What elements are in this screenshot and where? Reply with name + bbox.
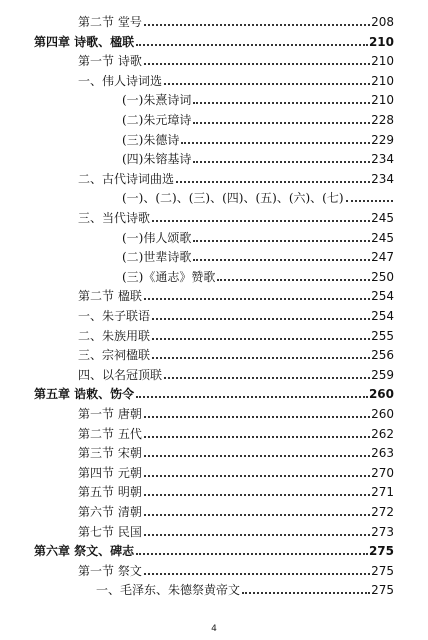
toc-entry xyxy=(122,243,394,264)
toc-entry-page: 229 xyxy=(371,132,394,147)
toc-entry xyxy=(34,28,394,49)
dot-leader xyxy=(193,240,370,242)
toc-entry xyxy=(78,557,394,578)
dot-leader xyxy=(346,200,393,202)
dot-leader xyxy=(152,338,370,340)
toc-entry xyxy=(78,322,394,343)
toc-entry-title: (二)世辈诗歌 xyxy=(122,250,192,265)
toc-entry-page: 262 xyxy=(371,426,394,441)
toc-entry xyxy=(78,165,394,186)
dot-leader xyxy=(144,298,370,300)
dot-leader xyxy=(193,161,370,163)
toc-entry-title: 三、宗祠楹联 xyxy=(78,348,151,363)
toc-entry-page: 210 xyxy=(371,73,394,88)
dot-leader xyxy=(242,592,370,594)
toc-entry-page: 259 xyxy=(371,367,394,382)
toc-entry xyxy=(78,67,394,88)
toc-entry-title: 第二节 五代 xyxy=(78,426,142,441)
toc-entry-page: 256 xyxy=(371,348,394,363)
toc-entry-title: 第二节 堂号 xyxy=(78,15,142,29)
dot-leader xyxy=(144,475,370,477)
toc-entry-title: 第一节 诗歌 xyxy=(78,54,142,69)
dot-leader xyxy=(193,122,370,124)
toc-entry xyxy=(78,478,394,499)
toc-entry-page: 254 xyxy=(371,309,394,323)
toc-entry xyxy=(122,126,394,147)
toc-entry-title: (一)、(二)、(三)、(四)、(五)、(六)、(七) xyxy=(122,191,344,206)
toc-entry xyxy=(78,204,394,225)
toc-entry-title: 第六节 清朝 xyxy=(78,505,142,519)
toc-entry-page: 245 xyxy=(371,211,394,225)
dot-leader xyxy=(144,24,370,26)
toc-entry-title: 一、毛泽东、朱德祭黄帝文 xyxy=(96,583,241,598)
dot-leader xyxy=(164,83,370,85)
toc-entry-title: 二、朱族用联 xyxy=(78,328,151,343)
toc-entry xyxy=(122,263,394,284)
dot-leader xyxy=(152,357,370,359)
toc-entry xyxy=(78,518,394,539)
dot-leader xyxy=(144,494,370,496)
toc-entry-page: 210 xyxy=(371,54,394,69)
toc-entry xyxy=(78,420,394,441)
toc-entry-page: 263 xyxy=(371,446,394,461)
toc-entry-title: 第五节 明朝 xyxy=(78,485,142,500)
toc-entry-page: 250 xyxy=(371,269,394,284)
toc-entry xyxy=(122,184,394,205)
dot-leader xyxy=(136,396,368,398)
toc-entry xyxy=(122,145,394,166)
dot-leader xyxy=(144,416,370,418)
toc-entry-title: 第二节 楹联 xyxy=(78,289,142,304)
toc-entry xyxy=(78,302,394,323)
dot-leader xyxy=(193,259,370,261)
dot-leader xyxy=(136,553,368,555)
toc-entry-page: 210 xyxy=(368,34,394,49)
toc-entry-page: 234 xyxy=(371,152,394,167)
toc-entry-page: 247 xyxy=(371,250,394,265)
toc-entry-page: 270 xyxy=(371,465,394,480)
dot-leader xyxy=(164,377,370,379)
toc-entry-title: 二、古代诗词曲选 xyxy=(78,171,175,186)
dot-leader xyxy=(152,318,370,320)
toc-entry-title: (一)伟人颂歌 xyxy=(122,230,192,245)
toc-entry-title: (三)朱德诗 xyxy=(122,132,180,147)
toc-entry xyxy=(78,8,394,29)
toc-entry-title: (四)朱镕基诗 xyxy=(122,152,192,167)
toc-entry-page: 273 xyxy=(371,524,394,539)
toc-entry-title: 第一节 唐朝 xyxy=(78,407,142,421)
toc-entry xyxy=(78,47,394,68)
toc-entry-page: 255 xyxy=(371,328,394,343)
toc-entry-title: 第七节 民国 xyxy=(78,524,142,539)
dot-leader xyxy=(144,534,370,536)
toc-entry-page: 245 xyxy=(371,230,394,245)
dot-leader xyxy=(144,514,370,516)
toc-entry xyxy=(78,400,394,421)
toc-entry-title: 第一节 祭文 xyxy=(78,563,142,578)
toc-entry-title: 第三节 宋朝 xyxy=(78,446,142,461)
toc-entry xyxy=(78,498,394,519)
toc-entry xyxy=(78,439,394,460)
toc-entry-title: 第四节 元朝 xyxy=(78,465,142,480)
toc-entry xyxy=(122,224,394,245)
toc-entry xyxy=(78,459,394,480)
dot-leader xyxy=(144,63,370,65)
toc-entry-title: 一、朱子联语 xyxy=(78,309,151,323)
toc-entry xyxy=(34,537,394,558)
toc-entry-page: 275 xyxy=(371,563,394,578)
toc-entry-page: 275 xyxy=(371,583,394,598)
toc-entry-page: 210 xyxy=(371,93,394,108)
toc-entry xyxy=(34,380,394,401)
toc-entry-title: (一)朱熹诗词 xyxy=(122,93,192,108)
page-number: 4 xyxy=(211,624,217,634)
dot-leader xyxy=(136,44,368,46)
toc-entry-page: 228 xyxy=(371,113,394,127)
toc-entry xyxy=(78,361,394,382)
toc-entry-title: 第五章 诰敕、饬令 xyxy=(34,387,135,402)
dot-leader xyxy=(176,181,370,183)
dot-leader xyxy=(144,436,370,438)
dot-leader xyxy=(144,455,370,457)
toc-entry-title: 第四章 诗歌、楹联 xyxy=(34,34,135,49)
toc-entry-page: 234 xyxy=(371,171,394,186)
toc-entry xyxy=(78,341,394,362)
toc-entry xyxy=(96,576,394,597)
toc-entry-page: 208 xyxy=(371,15,394,29)
toc-entry-title: 三、当代诗歌 xyxy=(78,211,151,225)
toc-entry-title: 一、伟人诗词选 xyxy=(78,73,163,88)
toc-entry xyxy=(78,282,394,303)
dot-leader xyxy=(193,102,370,104)
toc-entry-page: 272 xyxy=(371,505,394,519)
toc-entry xyxy=(122,106,394,127)
toc-entry-title: 四、以名冠顶联 xyxy=(78,367,163,382)
toc-entry-title: (三)《通志》赞歌 xyxy=(122,269,216,284)
dot-leader xyxy=(217,279,370,281)
dot-leader xyxy=(144,573,370,575)
dot-leader xyxy=(181,142,370,144)
toc-entry-page: 260 xyxy=(371,407,394,421)
toc-entry-page: 254 xyxy=(371,289,394,304)
toc-entry-title: 第六章 祭文、碑志 xyxy=(34,544,135,559)
toc-entry-title: (二)朱元璋诗 xyxy=(122,113,192,127)
toc-entry xyxy=(122,86,394,107)
dot-leader xyxy=(152,220,370,222)
toc-entry-page: 275 xyxy=(368,544,394,559)
toc-entry-page: 260 xyxy=(368,387,394,402)
toc-entry-page: 271 xyxy=(371,485,394,500)
